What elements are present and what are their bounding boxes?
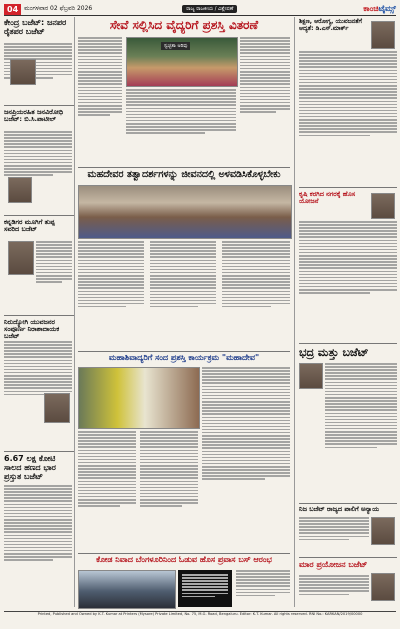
center-photo-religious-event: [78, 185, 292, 239]
left-headline-3: ಕನ್ನಡಿಗರ ಮೂಗಿಗೆ ತುಪ್ಪ ಸವರಿದ ಬಜೆಟ್: [4, 218, 55, 234]
left-headline-4: ನಿರುದ್ಯೋಗಿ ಯುವಜನರ ಸಂಪೂರ್ಣ ನಿರಾಶಾದಾಯಕ ಬಜೆಟ್: [4, 318, 60, 341]
center-story-3-body-left: [78, 431, 136, 551]
right-column: [294, 17, 397, 607]
section-label: ರಾಜ್ಯ ರಾಜಕೀಯ / ವಿಶ್ಲೇಷಣೆ: [182, 5, 237, 13]
right-body-1: [299, 51, 397, 181]
center-story-1-body-right: [240, 37, 290, 157]
right-body-4: [299, 517, 369, 553]
center-story-1-body-left: [78, 37, 122, 165]
left-portrait-1: [10, 59, 36, 85]
left-body-3: [36, 241, 72, 311]
left-portrait-4: [44, 393, 70, 423]
center-column: [78, 17, 290, 607]
center-story-2-col-c: [222, 241, 290, 349]
right-portrait-3: [299, 363, 323, 389]
left-headline-2: ಜನಪ್ರಿಯರಹಿತ ಜನವಿರೋಧಿ ಬಜೆಟ್: ಬಿ.ಸಿ.ಪಾಟೀಲ್: [4, 108, 64, 124]
center-story-3-body-right: [202, 367, 290, 551]
brand-logo: [363, 4, 396, 14]
center-photo-award-ceremony: [126, 37, 238, 87]
dateline: ಮಂಗಳವಾರ 02 ಫೆಬ್ರವರಿ 2026: [24, 5, 93, 12]
brand-logo-part-b: ಟೈಮ್ಸ್: [378, 4, 396, 13]
center-headline-3: ಮಹಾಶಿವಾದ್ಯರಿಗೆ ಸಂದ ಪ್ರಶಸ್ತಿ ಕಾರ್ಯಕ್ರಮ "ಮಹಾದೇವ": [108, 353, 260, 362]
center-photo-bus: [78, 570, 176, 609]
left-headline-5: 6.67 ಲಕ್ಷ ಕೋಟಿ ಸಾಲದ ಹಣದ ಭಾರ ಪ್ರಸ್ತುತ ಬಜೆಟ್: [4, 454, 56, 481]
right-headline-4: ನಿಜ ಬಜೆಟ್ ರಾಜ್ಯದ ಪಾಲಿಗೆ ಅನ್ಯಾಯ: [299, 505, 380, 513]
right-headline-1: ಶಿಕ್ಷಣ, ಆರೋಗ್ಯ, ಯುವಜನತೆಗೆ ಆದ್ಯತೆ: ಡಿ.ಎಸ್.ಮಾರ್ಕ್: [299, 18, 362, 32]
left-column: [4, 17, 75, 607]
left-portrait-3: [8, 241, 34, 275]
center-headline-4: ಕೋಡ ನಿವಾದ ಬೆಂಗಳೂರಿನಿಂದ ಓಡುವ ಹೊಸ ಪ್ರವಾಸ ಬಸ್ ಆರಂಭ: [96, 555, 272, 564]
right-body-5: [299, 575, 369, 607]
center-story-2-col-a: [78, 241, 144, 349]
center-headline-2: ಮಹದೇವರ ತತ್ವಾದರ್ಶಗಳನ್ನು ಜೀವನದಲ್ಲಿ ಅಳವಡಿಸಿಕೊಳ್ಳಬೇಕು: [87, 169, 281, 180]
stage-banner: ಸ್ವಚ್ಛತಾ ಅರಿವು: [161, 42, 190, 50]
left-portrait-2: [8, 177, 32, 203]
left-headline-1: ಕೇಂದ್ರ ಬಜೆಟ್: ಜನಪರ ರೈತಪರ ಬಜೆಟ್: [4, 18, 67, 36]
page-number: 04: [4, 4, 21, 15]
center-photo-felicitation: [78, 367, 200, 429]
center-headline-1: ಸೇವೆ ಸಲ್ಲಿಸಿದ ವೈದ್ಯರಿಗೆ ಪ್ರಶಸ್ತಿ ವಿತರಣೆ: [109, 18, 259, 32]
left-body-5: [4, 485, 72, 605]
masthead: [4, 3, 396, 16]
center-story-1-body-mid: [126, 89, 236, 163]
right-portrait-5: [371, 573, 395, 601]
center-story-4-body: [236, 570, 290, 607]
right-headline-2: ಕೃಷಿ ಕರಗಿದ ನಗರಕ್ಕೆ ಹೊಸ ಯೋಜನೆ: [299, 190, 356, 206]
right-portrait-1: [371, 21, 395, 49]
imprint-footer: Printed, Published and Owned by K.T. Kumar at Printers (Mysore) Private Limited, No. 75, M.G. Road, Bengaluru. Editor: K.T. Kumar. All rights reserved. RNI No.: KARKAN/2019/00000: [4, 611, 396, 624]
brand-logo-part-a: ಕಾಂಚಿ: [363, 4, 379, 13]
center-story-3-body-mid: [140, 431, 198, 551]
right-portrait-4: [371, 517, 395, 545]
right-portrait-2: [371, 193, 395, 219]
right-headline-3: ಭದ್ರ ಮತ್ತು ಬಜೆಟ್: [299, 346, 369, 359]
right-body-3: [325, 363, 397, 497]
center-info-box: [178, 570, 232, 607]
center-story-2-col-b: [150, 241, 216, 349]
right-headline-5: ಮಾರ ಪ್ರಯೋಜನ ಬಜೆಟ್: [299, 560, 368, 569]
right-body-2: [299, 221, 397, 337]
